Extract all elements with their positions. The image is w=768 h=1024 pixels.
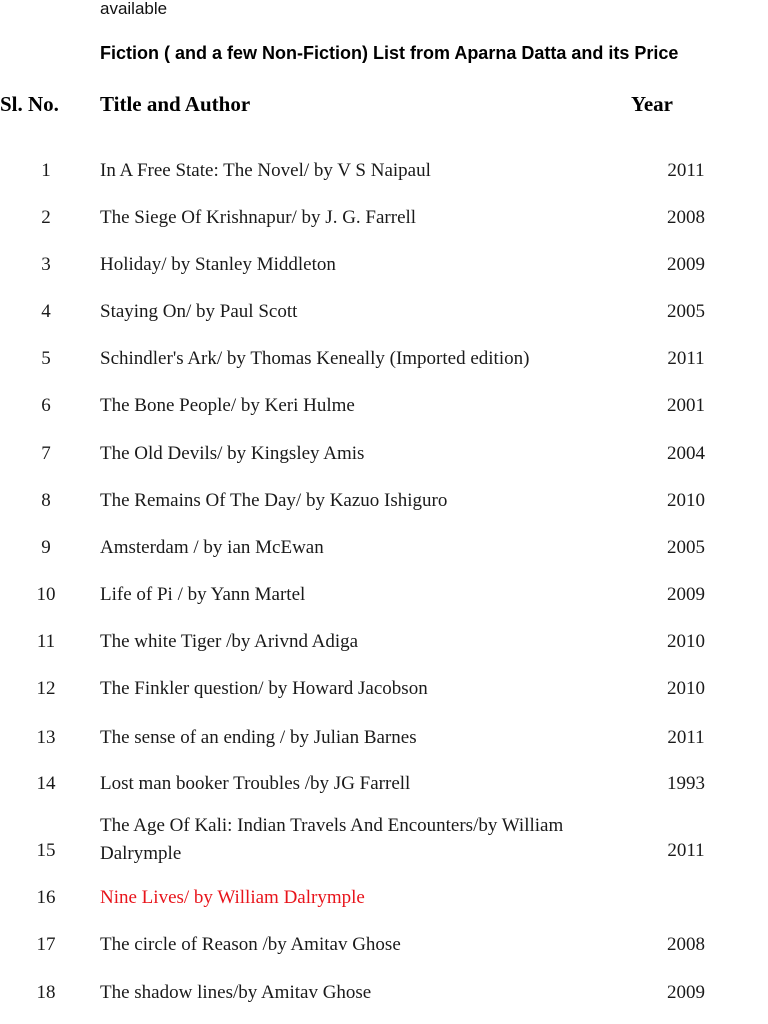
row-serial-number: 8 xyxy=(41,490,51,511)
row-year: 2001 xyxy=(667,395,705,416)
row-title-author: The Remains Of The Day/ by Kazuo Ishiguro xyxy=(100,490,448,511)
row-title-author: The circle of Reason /by Amitav Ghose xyxy=(100,934,401,955)
row-title-author: Nine Lives/ by William Dalrymple xyxy=(100,887,365,908)
row-title-author: The white Tiger /by Arivnd Adiga xyxy=(100,631,359,652)
row-title-author: The Age Of Kali: Indian Travels And Encounters/by William Dalrymple xyxy=(100,815,564,864)
row-year: 2005 xyxy=(667,537,705,558)
row-serial-number: 15 xyxy=(36,840,56,861)
row-serial-number: 11 xyxy=(36,631,56,652)
row-title-author: The Old Devils/ by Kingsley Amis xyxy=(100,443,365,464)
row-serial-number: 7 xyxy=(41,443,51,464)
row-year: 2004 xyxy=(667,443,705,464)
document-heading: Fiction ( and a few Non-Fiction) List from Aparna Datta and its Price xyxy=(100,43,679,63)
row-title-author: Lost man booker Troubles /by JG Farrell xyxy=(100,773,411,794)
row-year: 2009 xyxy=(667,254,705,275)
row-serial-number: 2 xyxy=(41,207,51,228)
row-title-author: The Finkler question/ by Howard Jacobson xyxy=(100,678,428,699)
row-title-author: The Siege Of Krishnapur/ by J. G. Farrell xyxy=(100,207,417,228)
row-year: 2009 xyxy=(667,584,705,605)
row-serial-number: 5 xyxy=(41,348,51,369)
row-year: 2011 xyxy=(667,727,705,748)
row-serial-number: 9 xyxy=(41,537,51,558)
row-serial-number: 18 xyxy=(36,982,56,1003)
row-year: 2011 xyxy=(667,840,705,861)
row-serial-number: 12 xyxy=(36,678,56,699)
row-title-author: The shadow lines/by Amitav Ghose xyxy=(100,982,372,1003)
row-year: 2011 xyxy=(667,348,705,369)
row-title-author: The Bone People/ by Keri Hulme xyxy=(100,395,355,416)
row-serial-number: 16 xyxy=(36,887,56,908)
row-serial-number: 1 xyxy=(41,160,51,181)
row-title-author: Amsterdam / by ian McEwan xyxy=(100,537,324,558)
row-serial-number: 14 xyxy=(36,773,56,794)
row-title-author: In A Free State: The Novel/ by V S Naipaul xyxy=(100,160,431,181)
row-title-author: Holiday/ by Stanley Middleton xyxy=(100,254,336,275)
row-year: 2010 xyxy=(667,678,705,699)
column-header-sl-no: Sl. No. xyxy=(0,92,59,116)
column-header-title-author: Title and Author xyxy=(100,92,251,116)
row-title-author: The sense of an ending / by Julian Barnes xyxy=(100,727,417,748)
row-year: 2009 xyxy=(667,982,705,1003)
top-note: available xyxy=(100,0,168,18)
row-title-author: Life of Pi / by Yann Martel xyxy=(100,584,306,605)
row-year: 2010 xyxy=(667,490,705,511)
row-serial-number: 6 xyxy=(41,395,51,416)
row-serial-number: 4 xyxy=(41,301,51,322)
row-year: 2008 xyxy=(667,207,705,228)
row-title-author: Schindler's Ark/ by Thomas Keneally (Imported edition) xyxy=(100,348,530,369)
row-serial-number: 13 xyxy=(36,727,56,748)
row-year: 2008 xyxy=(667,934,705,955)
row-serial-number: 17 xyxy=(36,934,56,955)
row-serial-number: 3 xyxy=(41,254,51,275)
row-title-author: Staying On/ by Paul Scott xyxy=(100,301,298,322)
row-year: 2005 xyxy=(667,301,705,322)
column-header-year: Year xyxy=(631,92,673,116)
row-year: 2010 xyxy=(667,631,705,652)
row-year: 2011 xyxy=(667,160,705,181)
row-serial-number: 10 xyxy=(36,584,56,605)
row-year: 1993 xyxy=(667,773,705,794)
